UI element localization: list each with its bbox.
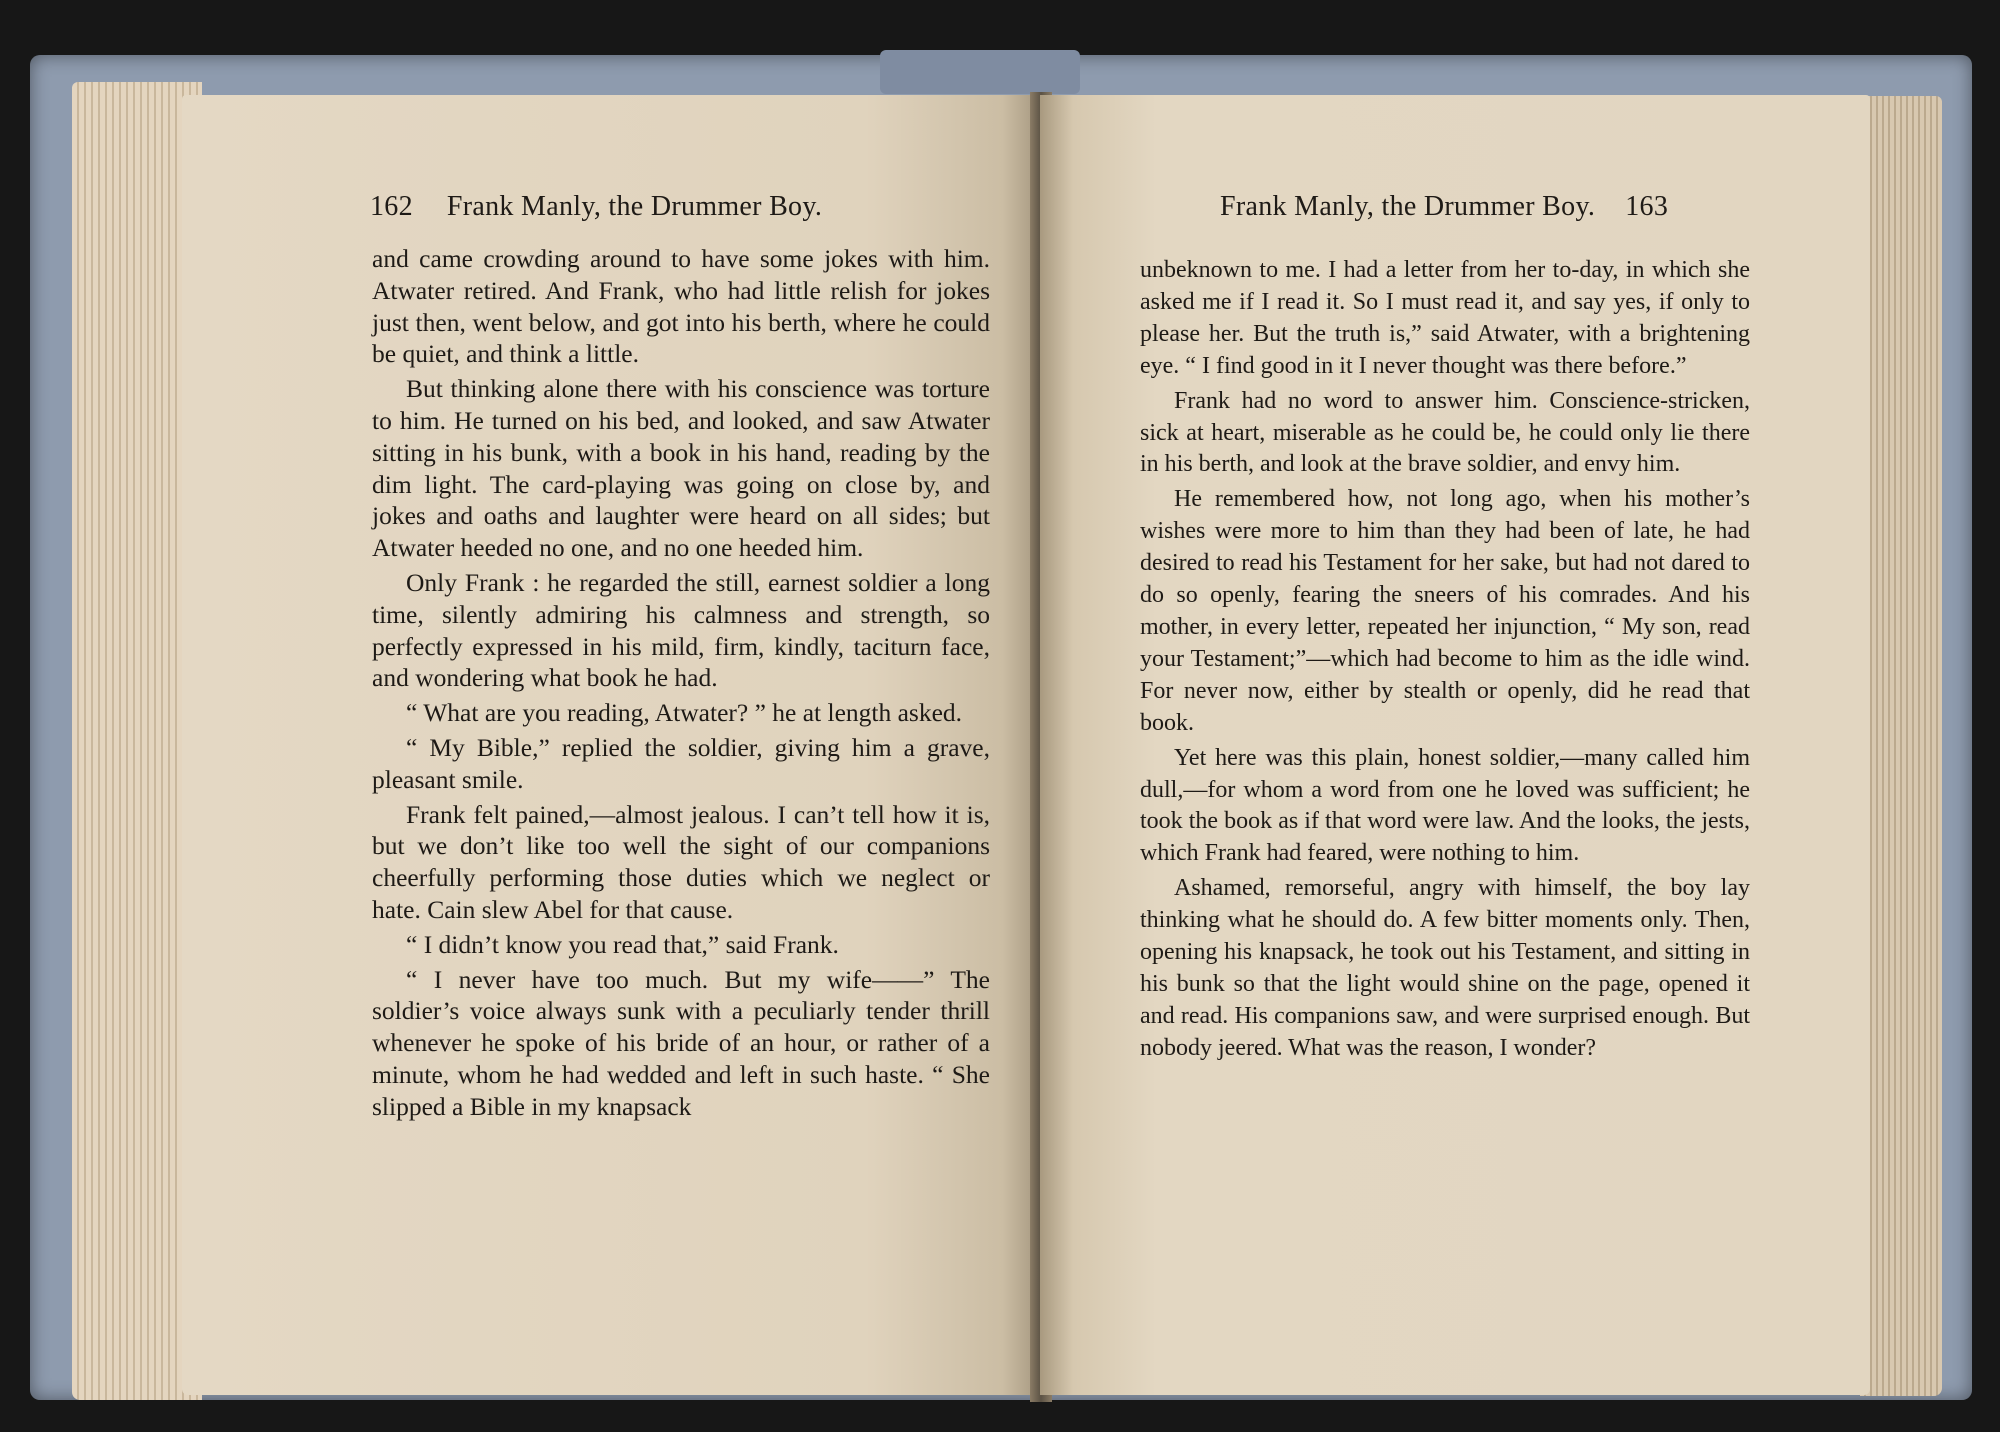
paragraph: “ I never have too much. But my wife——” The soldier’s voice always sunk with a peculiarly tender thrill whenever he spoke of his bride of an hour, or rather of a minute, whom he had wedded and left in such haste. “ She slipped a Bible in my knapsack [372,964,990,1121]
right-running-title: Frank Manly, the Drummer Boy. [1220,191,1596,222]
book-spine [880,50,1080,94]
paragraph: unbeknown to me. I had a letter from her to-day, in which she asked me if I read it. So I must read it, and say yes, if only to please her. But the truth is,” said Atwater, with a brightening eye. “ I find good in it I never thought was there before.” [1140,257,1750,379]
left-page [182,95,1037,1395]
right-page [1040,95,1870,1395]
paragraph: Only Frank : he regarded the still, earnest soldier a long time, silently admiring his calmness and strength, so perfectly expressed in his mild, firm, kindly, taciturn face, and wondering what book he had. [372,567,990,693]
right-page-header [1220,191,1790,223]
paragraph: Ashamed, remorseful, angry with himself, the boy lay thinking what he should do. A few bitter moments only. Then, opening his knapsack, he took out his Testament, and sitting in his bunk so that the light would shine on the page, opened it and read. His companions saw, and were surprised enough. But nobody jeered. What was the reason, I wonder? [1140,875,1750,1061]
left-page-text [372,243,990,1123]
paragraph: “ What are you reading, Atwater? ” he at length asked. [406,698,963,728]
paragraph: He remembered how, not long ago, when his mother’s wishes were more to him than they had been of late, he had desired to read his Testament for her sake, but had not dared to do so openly, fearing the sneers of his comrades. And his mother, in every letter, repeated her injunction, “ My son, read your Testament;”—which had become to him as the idle wind. For never now, either by stealth or openly, did he read that book. [1140,486,1750,736]
paragraph: Frank felt pained,—almost jealous. I can’t tell how it is, but we don’t like too well the sight of our companions cheerfully performing those duties which we neglect or hate. Cain slew Abel for that cause. [372,799,990,924]
left-page-header [370,191,970,223]
right-page-text [1140,255,1750,1065]
paragraph: “ My Bible,” replied the soldier, giving him a grave, pleasant smile. [372,732,990,794]
left-running-title: Frank Manly, the Drummer Boy. [446,191,823,222]
paragraph: “ I didn’t know you read that,” said Frank. [406,929,839,959]
left-page-number: 162 [370,191,413,222]
right-page-number: 163 [1625,191,1669,222]
paragraph: and came crowding around to have some jokes with him. Atwater retired. And Frank, who had little relish for jokes just then, went below, and got into his berth, where he could be quiet, and think a little. [372,244,990,369]
page-edges-right [1860,96,1942,1396]
paragraph: Frank had no word to answer him. Conscience-stricken, sick at heart, miserable as he could be, he could only lie there in his berth, and look at the brave soldier, and envy him. [1140,387,1750,478]
paragraph: Yet here was this plain, honest soldier,—many called him dull,—for whom a word from one he loved was sufficient; he took the book as if that word were law. And the looks, the jests, which Frank had feared, were nothing to him. [1140,744,1750,867]
paragraph: But thinking alone there with his conscience was torture to him. He turned on his bed, and looked, and saw Atwater sitting in his bunk, with a book in his hand, reading by the dim light. The card-playing was going on close by, and jokes and oaths and laughter were heard on all sides; but Atwater heeded no one, and no one heeded him. [372,374,990,563]
